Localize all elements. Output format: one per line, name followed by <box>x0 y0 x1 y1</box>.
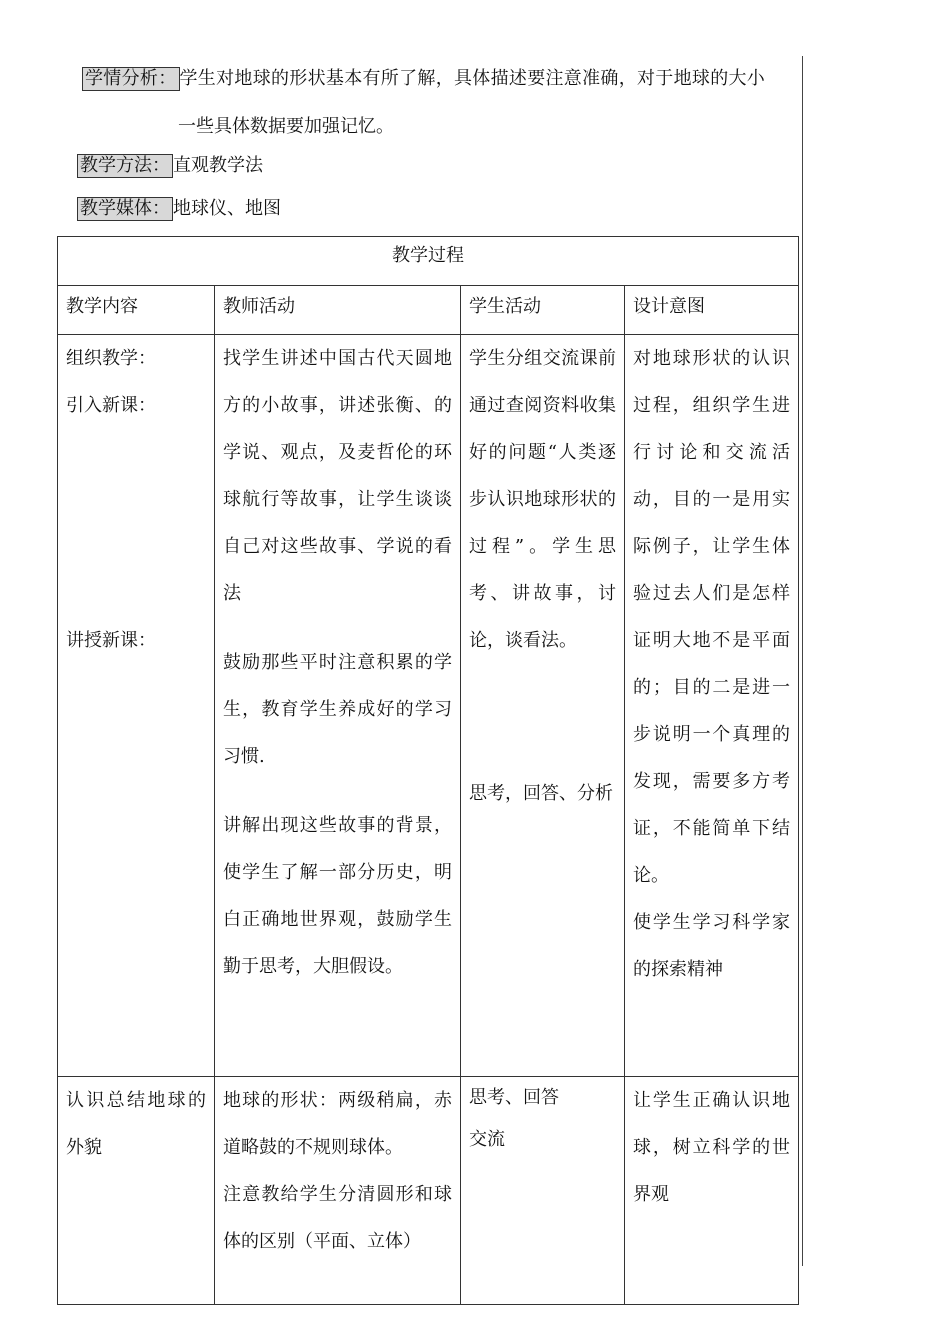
method-label: 教学方法： <box>77 154 173 178</box>
analysis-line <box>82 66 882 92</box>
student-cell <box>461 335 625 1077</box>
method-text: 直观教学法 <box>173 155 263 176</box>
teacher-cell <box>215 335 461 1077</box>
content-lecture: 讲授新课： <box>66 630 156 651</box>
design-cell <box>625 335 799 1077</box>
header-student: 学生活动 <box>461 286 625 335</box>
teacher-cell <box>215 1077 461 1305</box>
student-communicate: 交流 <box>469 1129 505 1150</box>
teacher-activity-2: 鼓励那些平时注意积累的学生，教育学生养成好的学习习惯. <box>223 652 452 767</box>
analysis-continuation: 一些具体数据要加强记忆。 <box>178 116 394 137</box>
table-header-row <box>58 286 799 335</box>
header-design: 设计意图 <box>625 286 799 335</box>
media-text: 地球仪、地图 <box>173 198 281 219</box>
design-intent-1: 对地球形状的认识过程，组织学生进行讨论和交流活动，目的一是用实际例子，让学生体验过去人们是怎样证明大地不是平面的；目的二是进一步说明一个真理的发现，需要多方考证，不能简单下结论。 <box>633 348 790 886</box>
content-intro: 引入新课： <box>66 395 156 416</box>
teacher-circle-sphere: 注意教给学生分清圆形和球体的区别（平面、立体） <box>223 1184 452 1252</box>
header-content: 教学内容 <box>58 286 215 335</box>
teacher-activity-3: 讲解出现这些故事的背景，使学生了解一部分历史，明白正确地世界观，鼓励学生勤于思考，大胆假设。 <box>223 815 452 977</box>
design-intent-2: 使学生学习科学家的探索精神 <box>633 912 790 980</box>
lesson-process-table <box>57 236 799 1305</box>
teacher-activity-1: 找学生讲述中国古代天圆地方的小故事，讲述张衡、的学说、观点，及麦哲伦的环球航行等故事，让学生谈谈自己对这些故事、学说的看法 <box>223 348 452 604</box>
analysis-text-1: 学生对地球的形状基本有所了解，具体描述要注意准确，对于地球的大小 <box>179 68 766 89</box>
analysis-label: 学情分析： <box>82 67 180 91</box>
student-activity-1: 学生分组交流课前通过查阅资料收集好的问题“人类逐步认识地球形状的过程”。学生思考、讲故事，讨论，谈看法。 <box>469 348 616 651</box>
table-title: 教学过程 <box>58 237 799 286</box>
right-margin-line <box>802 56 803 1266</box>
table-row <box>58 1077 799 1305</box>
content-organize: 组织教学： <box>66 348 156 369</box>
design-cell <box>625 1077 799 1305</box>
content-earth-appearance: 认识总结地球的外貌 <box>66 1090 206 1158</box>
student-cell <box>461 1077 625 1305</box>
content-cell <box>58 335 215 1077</box>
content-cell <box>58 1077 215 1305</box>
table-row <box>58 335 799 1077</box>
media-line <box>77 196 877 222</box>
teacher-earth-shape: 地球的形状：两级稍扁，赤道略鼓的不规则球体。 <box>223 1090 452 1158</box>
design-worldview: 让学生正确认识地球，树立科学的世界观 <box>633 1090 790 1205</box>
media-label: 教学媒体： <box>77 197 173 221</box>
method-line <box>77 153 877 179</box>
header-teacher: 教师活动 <box>215 286 461 335</box>
student-think-answer: 思考、回答 <box>469 1087 559 1108</box>
student-activity-2: 思考，回答、分析 <box>469 783 613 804</box>
